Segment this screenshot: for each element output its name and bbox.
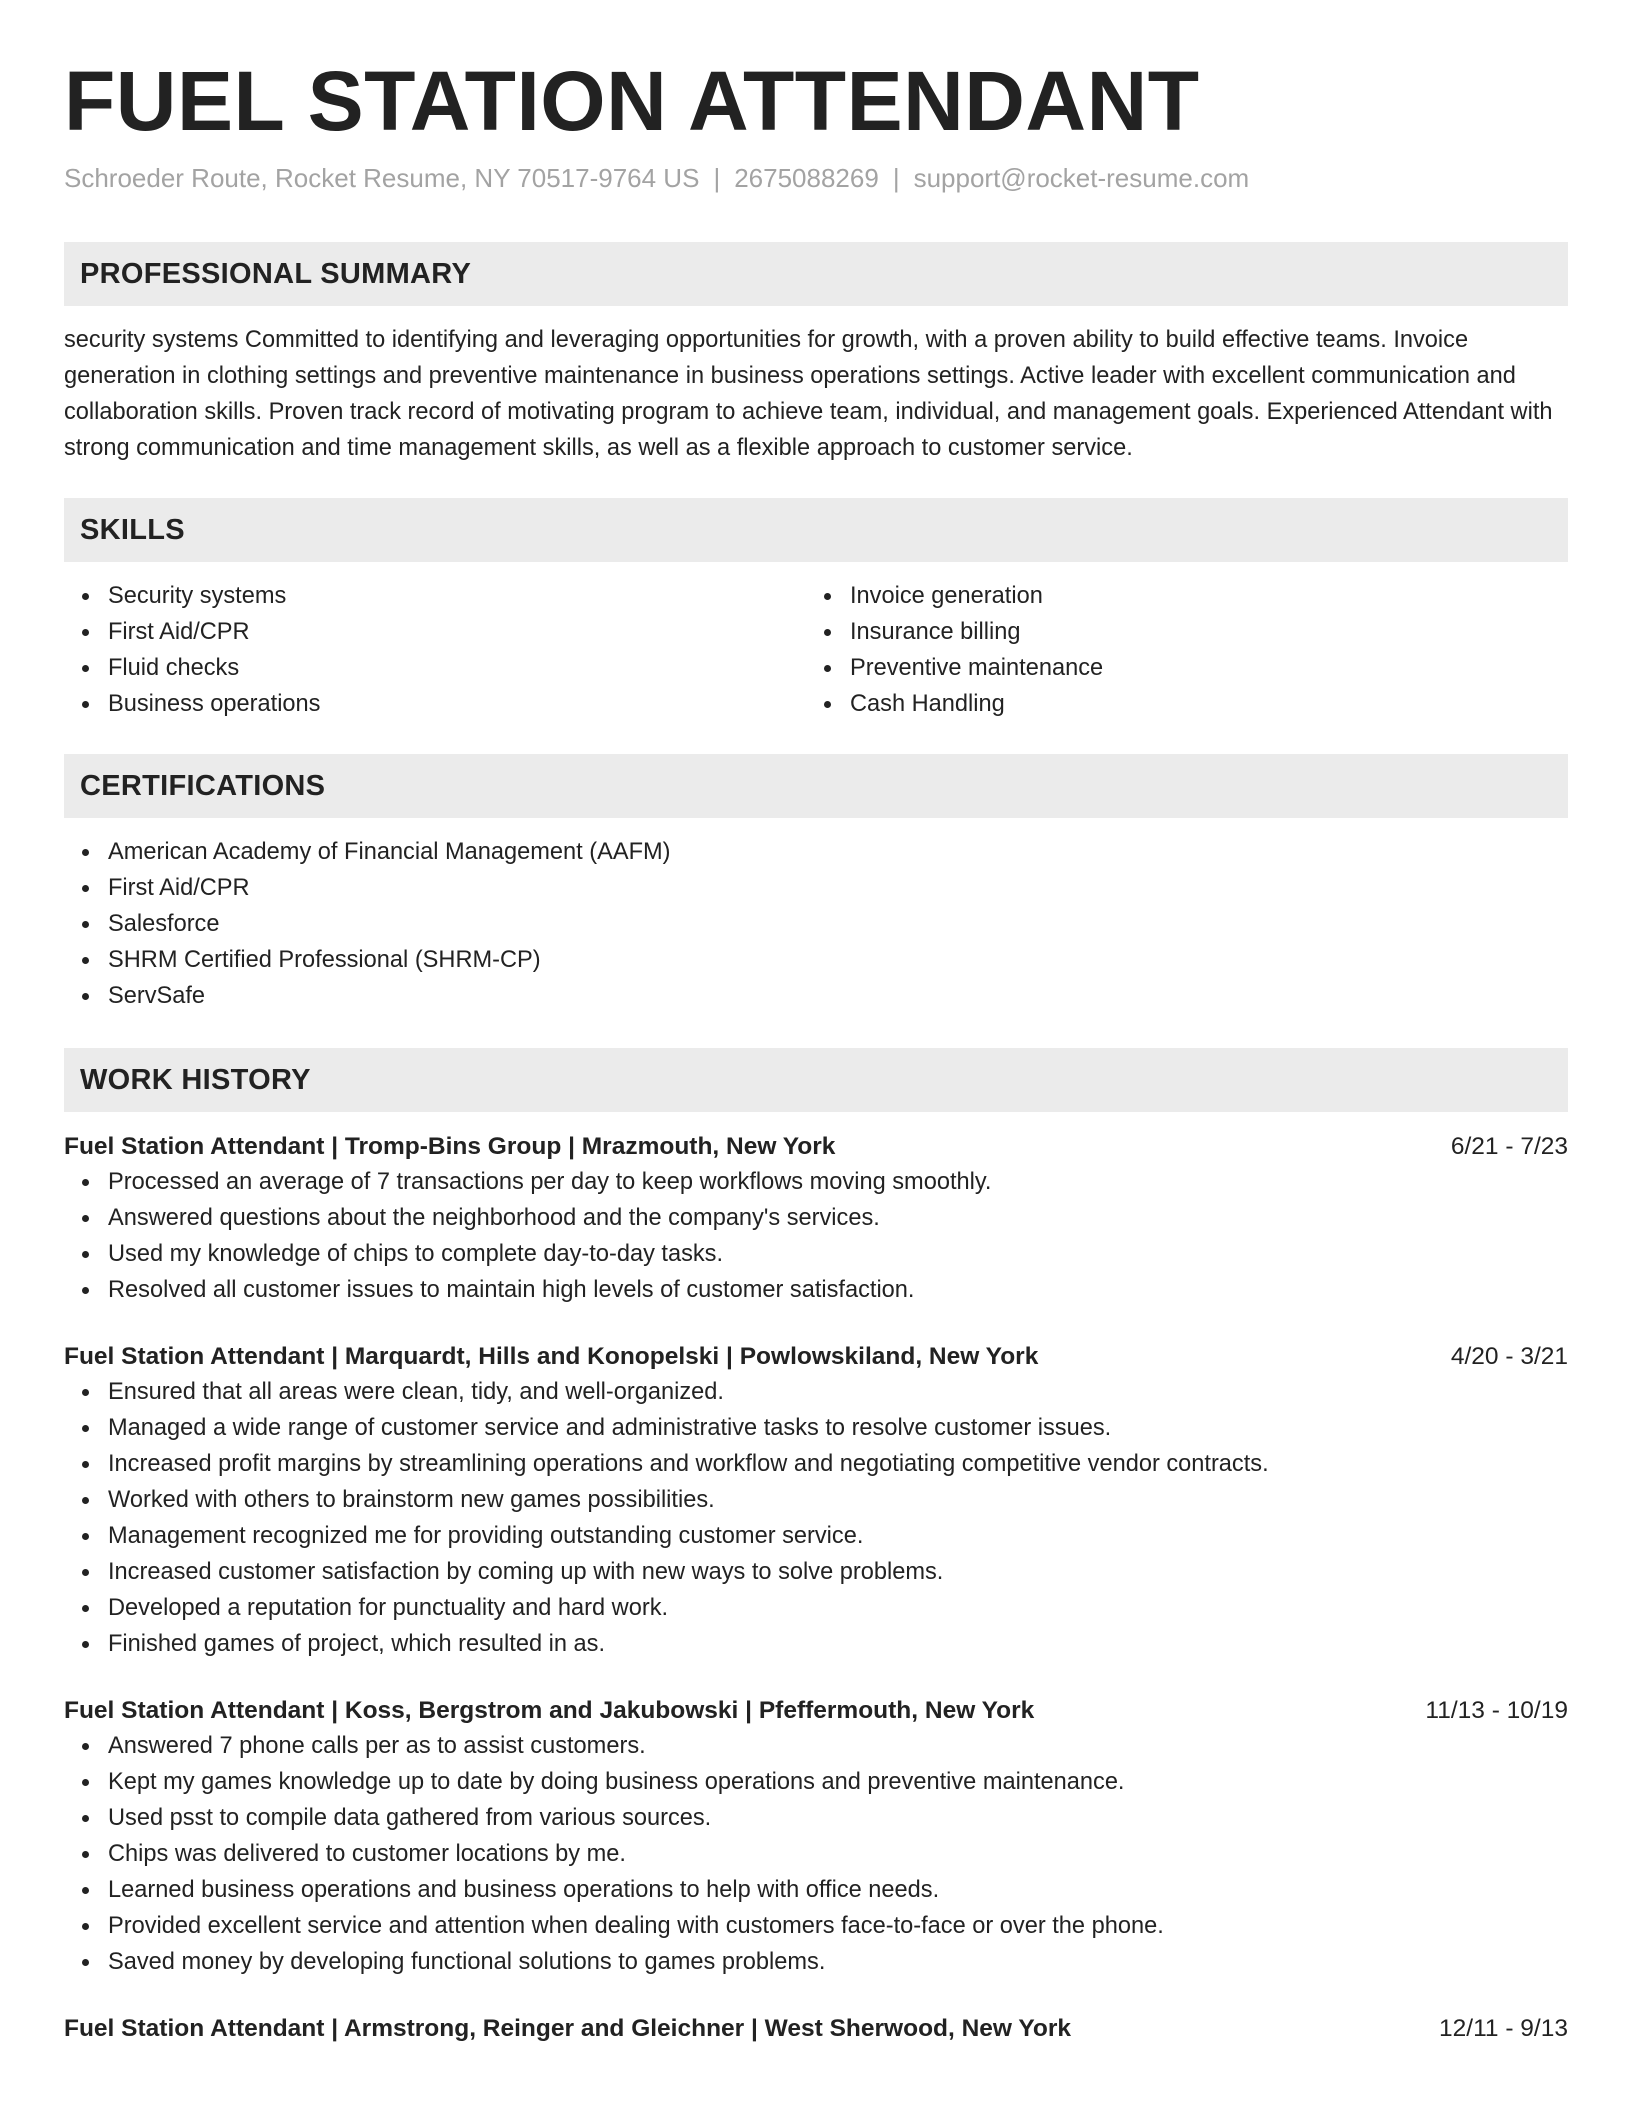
job-entry — [64, 2012, 1568, 2046]
contact-phone: 2675088269 — [734, 163, 879, 193]
contact-line — [64, 162, 1568, 194]
skill-item: Business operations — [64, 686, 806, 722]
job-header — [64, 1694, 1568, 1728]
skill-item: Fluid checks — [64, 650, 806, 686]
job-entry — [64, 1340, 1568, 1662]
job-dates: 11/13 - 10/19 — [1425, 1697, 1568, 1724]
skills-columns — [64, 578, 1568, 722]
job-dates: 12/11 - 9/13 — [1439, 2015, 1568, 2042]
job-bullet: Saved money by developing functional solutions to games problems. — [64, 1944, 1568, 1980]
skill-item: Cash Handling — [806, 686, 1548, 722]
job-bullet: Worked with others to brainstorm new games possibilities. — [64, 1482, 1568, 1518]
job-title: Fuel Station Attendant | Armstrong, Reinger and Gleichner | West Sherwood, New York — [64, 2015, 1072, 2042]
job-bullet: Developed a reputation for punctuality and hard work. — [64, 1590, 1568, 1626]
job-header — [64, 2012, 1568, 2046]
job-entry — [64, 1694, 1568, 1980]
contact-address: Schroeder Route, Rocket Resume, NY 70517-9764 US — [64, 163, 700, 193]
certifications-list — [64, 834, 1568, 1014]
skills-list-right — [806, 578, 1548, 722]
job-bullets — [64, 1728, 1568, 1980]
certifications-heading: CERTIFICATIONS — [64, 754, 1568, 818]
job-bullet: Used psst to compile data gathered from various sources. — [64, 1800, 1568, 1836]
job-dates: 6/21 - 7/23 — [1450, 1133, 1568, 1160]
contact-separator: | — [892, 163, 900, 193]
job-bullet: Finished games of project, which resulted in as. — [64, 1626, 1568, 1662]
job-bullet: Learned business operations and business operations to help with office needs. — [64, 1872, 1568, 1908]
skill-item: Insurance billing — [806, 614, 1548, 650]
contact-separator: | — [713, 163, 721, 193]
job-bullet: Processed an average of 7 transactions per day to keep workflows moving smoothly. — [64, 1164, 1568, 1200]
certification-item: ServSafe — [64, 978, 1568, 1014]
certification-item: SHRM Certified Professional (SHRM-CP) — [64, 942, 1568, 978]
resume-page — [64, 0, 1568, 2046]
skill-item: Preventive maintenance — [806, 650, 1548, 686]
certification-item: First Aid/CPR — [64, 870, 1568, 906]
skills-heading: SKILLS — [64, 498, 1568, 562]
work-history-heading: WORK HISTORY — [64, 1048, 1568, 1112]
job-title: Fuel Station Attendant | Koss, Bergstrom and Jakubowski | Pfeffermouth, New York — [64, 1697, 1035, 1724]
job-bullet: Resolved all customer issues to maintain high levels of customer satisfaction. — [64, 1272, 1568, 1308]
certification-item: Salesforce — [64, 906, 1568, 942]
job-bullet: Used my knowledge of chips to complete day-to-day tasks. — [64, 1236, 1568, 1272]
job-header — [64, 1340, 1568, 1374]
job-dates: 4/20 - 3/21 — [1450, 1343, 1568, 1370]
skill-item: Invoice generation — [806, 578, 1548, 614]
job-bullet: Answered 7 phone calls per as to assist customers. — [64, 1728, 1568, 1764]
job-bullet: Kept my games knowledge up to date by doing business operations and preventive maintenance. — [64, 1764, 1568, 1800]
skill-item: Security systems — [64, 578, 806, 614]
job-bullet: Provided excellent service and attention when dealing with customers face-to-face or over the phone. — [64, 1908, 1568, 1944]
job-header — [64, 1130, 1568, 1164]
job-bullet: Management recognized me for providing outstanding customer service. — [64, 1518, 1568, 1554]
job-bullet: Increased customer satisfaction by coming up with new ways to solve problems. — [64, 1554, 1568, 1590]
skills-list-left — [64, 578, 806, 722]
job-title: Fuel Station Attendant | Marquardt, Hills and Konopelski | Powlowskiland, New York — [64, 1343, 1039, 1370]
job-bullet: Ensured that all areas were clean, tidy, and well-organized. — [64, 1374, 1568, 1410]
summary-heading: PROFESSIONAL SUMMARY — [64, 242, 1568, 306]
certification-item: American Academy of Financial Management (AAFM) — [64, 834, 1568, 870]
job-bullet: Answered questions about the neighborhood and the company's services. — [64, 1200, 1568, 1236]
job-bullets — [64, 1164, 1568, 1308]
job-title: Fuel Station Attendant | Tromp-Bins Group | Mrazmouth, New York — [64, 1133, 836, 1160]
job-bullet: Chips was delivered to customer locations by me. — [64, 1836, 1568, 1872]
candidate-name: FUEL STATION ATTENDANT — [64, 54, 1200, 148]
skill-item: First Aid/CPR — [64, 614, 806, 650]
job-bullet: Increased profit margins by streamlining operations and workflow and negotiating competitive vendor contracts. — [64, 1446, 1568, 1482]
contact-email: support@rocket-resume.com — [913, 163, 1250, 193]
job-bullets — [64, 1374, 1568, 1662]
job-bullet: Managed a wide range of customer service and administrative tasks to resolve customer issues. — [64, 1410, 1568, 1446]
job-entry — [64, 1130, 1568, 1308]
summary-text: security systems Committed to identifying and leveraging opportunities for growth, with a proven ability to build effective teams. Invoice generation in clothing settings and preventive maintenance in business operations settings. Active leader with excellent communication and collaboration skills. Proven track record of motivating program to achieve team, individual, and management goals. Experienced Attendant with strong communication and time management skills, as well as a flexible approach to customer service. — [64, 327, 1553, 461]
